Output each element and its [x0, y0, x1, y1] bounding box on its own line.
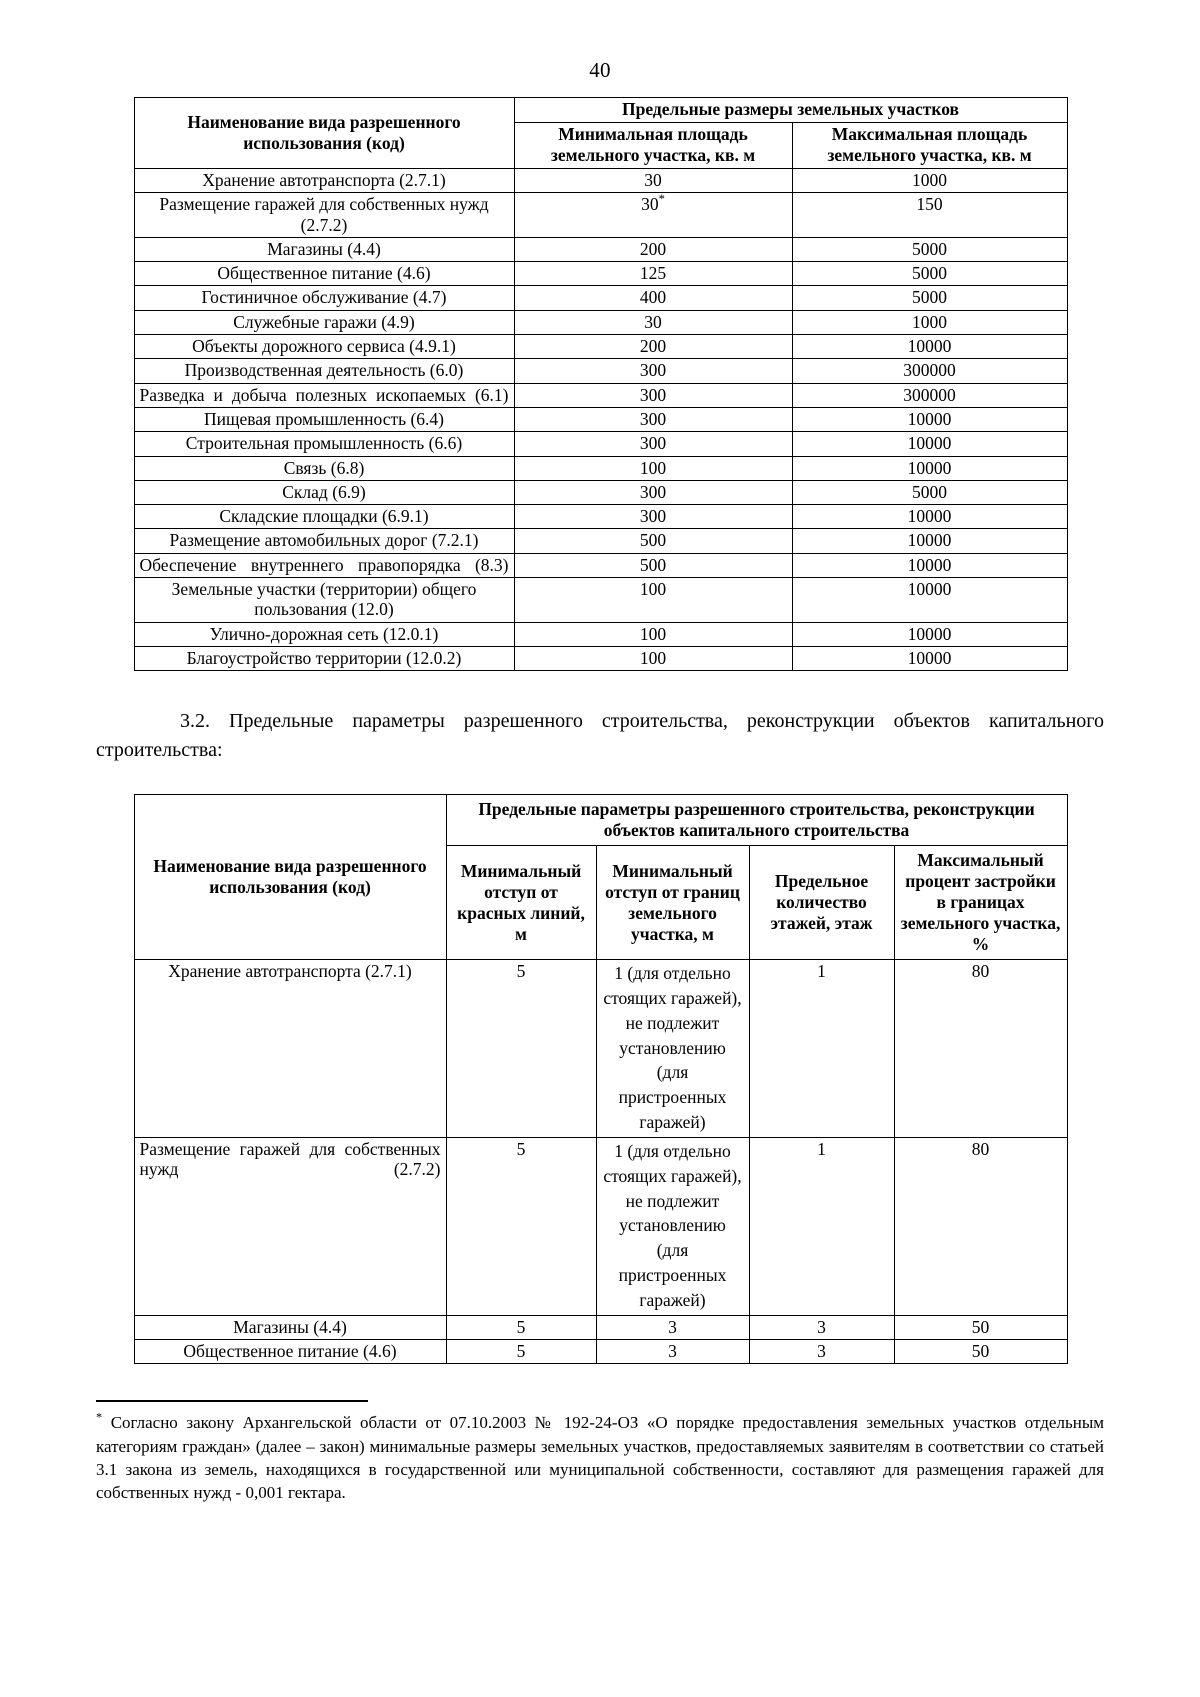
table1-cell-max-area: 1000	[792, 310, 1067, 334]
table1-cell-name: Магазины (4.4)	[134, 237, 514, 261]
table1-cell-max-area: 10000	[792, 553, 1067, 577]
footnote-text: Согласно закону Архангельской области от 07.10.2003 № 192-24-ОЗ «О порядке предоставления земельных участков отдельным категориям граждан» (далее – закон) минимальные размеры земельных участков, предоставляемых заявителям в соответствии со статьей 3.1 закона из земель, находящихся в государственной или муниципальной собственности, составляют для размещения гаражей для собственных нужд - 0,001 гектара.	[96, 1413, 1104, 1503]
table1-cell-min-area: 200	[514, 335, 792, 359]
footnote-reference-marker: *	[658, 192, 665, 207]
table-row	[134, 505, 1067, 529]
table1-cell-name: Общественное питание (4.6)	[134, 262, 514, 286]
table1-cell-name: Обеспечение внутреннего правопорядка (8.3)	[134, 553, 514, 577]
table2-col-coverage-header: Максимальный процент застройки в границах земельного участка, %	[894, 846, 1067, 960]
table2-cell-floors: 1	[749, 1137, 894, 1315]
footnote	[96, 1400, 1104, 1504]
table2-group-header: Предельные параметры разрешенного строительства, реконструкции объектов капитального строительства	[446, 795, 1067, 846]
table2-cell-coverage: 50	[894, 1340, 1067, 1364]
table1-cell-max-area: 300000	[792, 383, 1067, 407]
table2-cell-setback-bounds: 1 (для отдельно стоящих гаражей), не подлежит установлению (для пристроенных гаражей)	[596, 960, 749, 1138]
construction-parameters-table-wrapper	[134, 794, 1067, 1364]
table1-cell-max-area: 10000	[792, 407, 1067, 431]
table2-cell-setback-red: 5	[446, 960, 596, 1138]
table1-cell-max-area: 10000	[792, 622, 1067, 646]
table-row	[134, 286, 1067, 310]
table1-cell-name: Благоустройство территории (12.0.2)	[134, 646, 514, 670]
table1-cell-max-area: 5000	[792, 262, 1067, 286]
table2-cell-name: Общественное питание (4.6)	[134, 1340, 446, 1364]
table1-cell-min-area: 300	[514, 505, 792, 529]
construction-parameters-table	[134, 794, 1068, 1364]
table1-cell-name: Гостиничное обслуживание (4.7)	[134, 286, 514, 310]
table1-cell-name: Улично-дорожная сеть (12.0.1)	[134, 622, 514, 646]
table-row	[134, 432, 1067, 456]
table2-cell-setback-red: 5	[446, 1315, 596, 1339]
table-row	[134, 480, 1067, 504]
table1-cell-name: Разведка и добыча полезных ископаемых (6.1)	[134, 383, 514, 407]
table1-cell-min-area: 300	[514, 480, 792, 504]
table1-head	[134, 98, 1067, 169]
table2-col-name-header: Наименование вида разрешенного использования (код)	[134, 795, 446, 960]
table1-cell-name: Складские площадки (6.9.1)	[134, 505, 514, 529]
table1-cell-name: Земельные участки (территории) общего пользования (12.0)	[134, 578, 514, 623]
table1-cell-name: Объекты дорожного сервиса (4.9.1)	[134, 335, 514, 359]
table1-cell-max-area: 1000	[792, 169, 1067, 193]
table1-group-header: Предельные размеры земельных участков	[514, 98, 1067, 123]
table2-cell-floors: 1	[749, 960, 894, 1138]
table1-cell-max-area: 10000	[792, 505, 1067, 529]
table-row	[134, 262, 1067, 286]
table-row	[134, 960, 1067, 1138]
table1-cell-max-area: 5000	[792, 286, 1067, 310]
table2-cell-setback-bounds: 3	[596, 1315, 749, 1339]
land-plot-sizes-table	[134, 97, 1068, 671]
table2-cell-setback-bounds: 3	[596, 1340, 749, 1364]
footnote-body	[96, 1411, 1104, 1504]
table2-header-row-1	[134, 795, 1067, 846]
table2-body	[134, 960, 1067, 1364]
table2-cell-floors: 3	[749, 1340, 894, 1364]
table1-col-min-header: Минимальная площадь земельного участка, кв. м	[514, 123, 792, 169]
table-row	[134, 1340, 1067, 1364]
table1-cell-min-area: 100	[514, 456, 792, 480]
table-row	[134, 578, 1067, 623]
table1-cell-name: Хранение автотранспорта (2.7.1)	[134, 169, 514, 193]
table1-cell-min-area: 300	[514, 407, 792, 431]
table2-head	[134, 795, 1067, 960]
table-row	[134, 646, 1067, 670]
table1-cell-name: Размещение автомобильных дорог (7.2.1)	[134, 529, 514, 553]
table1-cell-min-area: 400	[514, 286, 792, 310]
table2-cell-setback-bounds: 1 (для отдельно стоящих гаражей), не подлежит установлению (для пристроенных гаражей)	[596, 1137, 749, 1315]
table1-cell-max-area: 300000	[792, 359, 1067, 383]
table1-cell-min-area: 300	[514, 359, 792, 383]
table-row	[134, 335, 1067, 359]
table1-cell-name: Склад (6.9)	[134, 480, 514, 504]
table1-cell-name: Размещение гаражей для собственных нужд (2.7.2)	[134, 193, 514, 238]
table2-cell-setback-red: 5	[446, 1340, 596, 1364]
land-plot-sizes-table-wrapper	[134, 97, 1067, 671]
table-row	[134, 1137, 1067, 1315]
table1-cell-name: Связь (6.8)	[134, 456, 514, 480]
table-row	[134, 237, 1067, 261]
table1-cell-name: Производственная деятельность (6.0)	[134, 359, 514, 383]
table1-cell-min-area: 30	[514, 169, 792, 193]
table-row	[134, 193, 1067, 238]
table1-cell-min-area	[514, 193, 792, 238]
table-row	[134, 1315, 1067, 1339]
table2-cell-name: Размещение гаражей для собственных нужд (2.7.2)	[134, 1137, 446, 1315]
table1-cell-min-area: 300	[514, 383, 792, 407]
table-row	[134, 169, 1067, 193]
table1-cell-name: Строительная промышленность (6.6)	[134, 432, 514, 456]
table-row	[134, 407, 1067, 431]
table-row	[134, 456, 1067, 480]
table2-col-floors-header: Предельное количество этажей, этаж	[749, 846, 894, 960]
table1-cell-max-area: 10000	[792, 529, 1067, 553]
table2-col-setback-red-header: Минимальный отступ от красных линий, м	[446, 846, 596, 960]
table1-cell-max-area: 10000	[792, 432, 1067, 456]
table2-cell-coverage: 80	[894, 960, 1067, 1138]
table1-cell-min-area: 200	[514, 237, 792, 261]
table1-col-max-header: Максимальная площадь земельного участка, кв. м	[792, 123, 1067, 169]
table1-cell-min-area: 500	[514, 553, 792, 577]
table1-cell-min-area: 100	[514, 622, 792, 646]
table-row	[134, 622, 1067, 646]
table1-cell-min-area: 500	[514, 529, 792, 553]
table1-body	[134, 169, 1067, 671]
table1-cell-min-area-value: 30	[641, 194, 659, 215]
table-row	[134, 529, 1067, 553]
table2-col-setback-bounds-header: Минимальный отступ от границ земельного участка, м	[596, 846, 749, 960]
table1-cell-max-area: 5000	[792, 480, 1067, 504]
table1-cell-name: Пищевая промышленность (6.4)	[134, 407, 514, 431]
table-row	[134, 359, 1067, 383]
table1-cell-max-area: 10000	[792, 335, 1067, 359]
table2-cell-floors: 3	[749, 1315, 894, 1339]
table-row	[134, 553, 1067, 577]
table2-cell-name: Хранение автотранспорта (2.7.1)	[134, 960, 446, 1138]
table1-cell-min-area: 100	[514, 578, 792, 623]
table2-cell-coverage: 80	[894, 1137, 1067, 1315]
footnote-marker: *	[96, 1410, 103, 1425]
page-number: 40	[589, 58, 611, 82]
table2-cell-coverage: 50	[894, 1315, 1067, 1339]
table1-cell-min-area: 125	[514, 262, 792, 286]
footnote-separator-rule	[96, 1400, 368, 1402]
table2-cell-setback-red: 5	[446, 1137, 596, 1315]
table1-cell-min-area: 100	[514, 646, 792, 670]
section-3-2-paragraph: 3.2. Предельные параметры разрешенного строительства, реконструкции объектов капитального строительства:	[96, 710, 1104, 761]
table1-cell-max-area: 10000	[792, 456, 1067, 480]
table1-cell-min-area: 30	[514, 310, 792, 334]
table1-cell-max-area: 5000	[792, 237, 1067, 261]
table1-cell-name: Служебные гаражи (4.9)	[134, 310, 514, 334]
table-row	[134, 310, 1067, 334]
table1-col-name-header: Наименование вида разрешенного использования (код)	[134, 98, 514, 169]
table1-cell-max-area: 150	[792, 193, 1067, 238]
table1-cell-max-area: 10000	[792, 578, 1067, 623]
table2-cell-name: Магазины (4.4)	[134, 1315, 446, 1339]
table1-cell-min-area: 300	[514, 432, 792, 456]
table1-header-row-1	[134, 98, 1067, 123]
table-row	[134, 383, 1067, 407]
table1-cell-max-area: 10000	[792, 646, 1067, 670]
